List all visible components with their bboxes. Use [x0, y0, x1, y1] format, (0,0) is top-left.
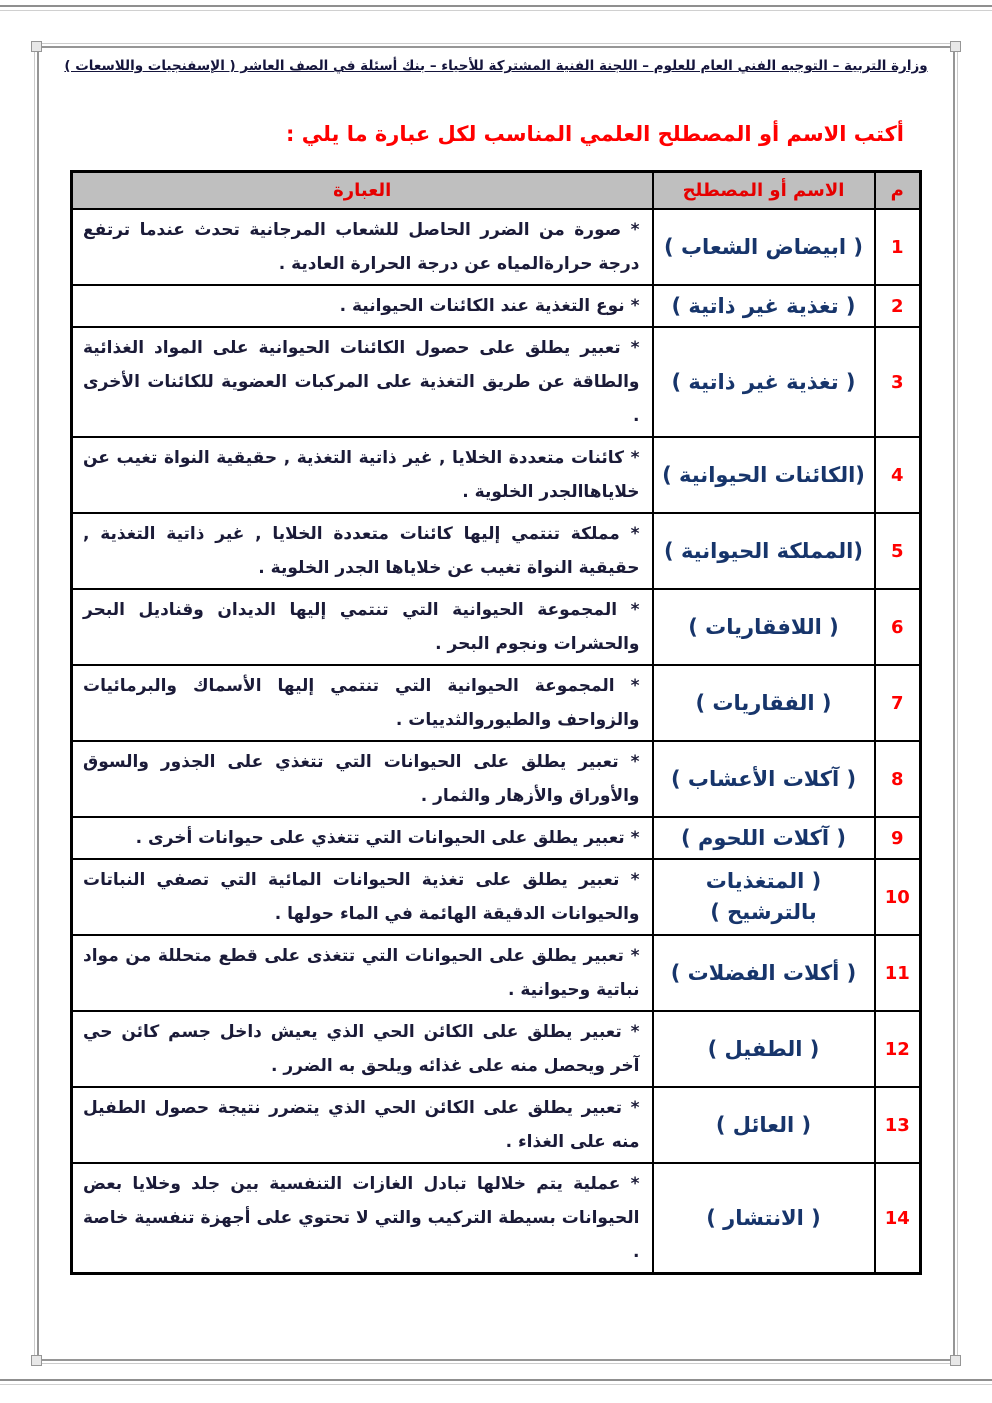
term-cell: ( الانتشار ) — [653, 1163, 875, 1274]
statement-cell: * صورة من الضرر الحاصل للشعاب المرجانية تحدث عندما ترتفع درجة حرارةالمياه عن درجة الحرارة العادية . — [72, 209, 653, 285]
number-cell: 1 — [875, 209, 921, 285]
table-row — [72, 513, 921, 589]
statement-cell: * عملية يتم خلالها تبادل الغازات التنفسية بين جلد وخلايا بعض الحيوانات بسيطة التركيب والتي لا تحتوي على أجهزة تنفسية خاصة . — [72, 1163, 653, 1274]
table-header-row — [72, 172, 921, 210]
number-cell: 13 — [875, 1087, 921, 1163]
term-cell: ( آكلات اللحوم ) — [653, 817, 875, 859]
document-header: وزارة التربية – التوجيه الفني العام للعلوم – اللجنة الفنية المشتركة للأحياء – بنك أسئلة في الصف العاشر ( الإسفنجيات واللاسعات ) — [64, 58, 928, 74]
statement-cell: * تعبير يطلق على الكائن الحي الذي يعيش داخل جسم كائن حي آخر ويحصل منه على غذائه ويلحق به الضرر . — [72, 1011, 653, 1087]
corner-ornament-bottom-left — [31, 1355, 42, 1366]
term-cell: ( الطفيل ) — [653, 1011, 875, 1087]
header-term-column: الاسم أو المصطلح — [653, 172, 875, 210]
number-cell: 10 — [875, 859, 921, 935]
page-top-ornament — [0, 5, 992, 11]
term-cell: ( المتغذيات بالترشيح ) — [653, 859, 875, 935]
statement-cell: * تعبير يطلق على الحيوانات التي تتغذي على حيوانات أخرى . — [72, 817, 653, 859]
number-cell: 4 — [875, 437, 921, 513]
statement-cell: * تعبير يطلق على الحيوانات التي تتغذى على قطع متحللة من مواد نباتية وحيوانية . — [72, 935, 653, 1011]
statement-cell: * تعبير يطلق على حصول الكائنات الحيوانية على المواد الغذائية والطاقة عن طريق التغذية على المركبات العضوية للكائنات الأخرى . — [72, 327, 653, 437]
statement-cell: * تعبير يطلق على تغذية الحيوانات المائية التي تصفي النباتات والحيوانات الدقيقة الهائمة في الماء حولها . — [72, 859, 653, 935]
table-row — [72, 589, 921, 665]
table-row — [72, 665, 921, 741]
statement-cell: * مملكة تنتمي إليها كائنات متعددة الخلايا , غير ذاتية التغذية , حقيقية النواة تغيب عن خلاياها الجدر الخلوية . — [72, 513, 653, 589]
table-row — [72, 817, 921, 859]
statement-cell: * تعبير يطلق على الحيوانات التي تتغذي على الجذور والسوق والأوراق والأزهار والثمار . — [72, 741, 653, 817]
term-cell: ( أكلات الفضلات ) — [653, 935, 875, 1011]
table-row — [72, 741, 921, 817]
term-cell: (الكائنات الحيوانية ) — [653, 437, 875, 513]
table-row — [72, 327, 921, 437]
number-cell: 14 — [875, 1163, 921, 1274]
table-row — [72, 1087, 921, 1163]
number-cell: 5 — [875, 513, 921, 589]
number-cell: 8 — [875, 741, 921, 817]
corner-ornament-top-right — [950, 41, 961, 52]
statement-cell: * المجموعة الحيوانية التي تنتمي إليها الديدان وقناديل البحر والحشرات ونجوم البحر . — [72, 589, 653, 665]
number-cell: 6 — [875, 589, 921, 665]
statement-cell: * نوع التغذية عند الكائنات الحيوانية . — [72, 285, 653, 327]
term-cell: ( ابيضاض الشعاب ) — [653, 209, 875, 285]
term-cell: (المملكة الحيوانية ) — [653, 513, 875, 589]
term-cell: ( تغذية غير ذاتية ) — [653, 285, 875, 327]
number-cell: 2 — [875, 285, 921, 327]
table-row — [72, 1163, 921, 1274]
number-cell: 12 — [875, 1011, 921, 1087]
statement-cell: * كائنات متعددة الخلايا , غير ذاتية التغذية , حقيقية النواة تغيب عن خلاياهاالجدر الخلوية . — [72, 437, 653, 513]
term-cell: ( العائل ) — [653, 1087, 875, 1163]
header-number-column: م — [875, 172, 921, 210]
page-title: أكتب الاسم أو المصطلح العلمي المناسب لكل عبارة ما يلي : — [285, 122, 904, 147]
table-row — [72, 437, 921, 513]
corner-ornament-bottom-right — [950, 1355, 961, 1366]
term-cell: ( تغذية غير ذاتية ) — [653, 327, 875, 437]
table-row — [72, 935, 921, 1011]
corner-ornament-top-left — [31, 41, 42, 52]
table-row — [72, 285, 921, 327]
page-content — [44, 56, 948, 1275]
number-cell: 3 — [875, 327, 921, 437]
statement-cell: * المجموعة الحيوانية التي تنتمي إليها الأسماك والبرمائيات والزواحف والطيوروالثدييات . — [72, 665, 653, 741]
number-cell: 7 — [875, 665, 921, 741]
term-cell: ( الفقاريات ) — [653, 665, 875, 741]
page-bottom-ornament — [0, 1379, 992, 1385]
number-cell: 11 — [875, 935, 921, 1011]
term-cell: ( اللافقاريات ) — [653, 589, 875, 665]
table-row — [72, 209, 921, 285]
header-statement-column: العبارة — [72, 172, 653, 210]
terms-table — [70, 170, 922, 1275]
term-cell: ( آكلات الأعشاب ) — [653, 741, 875, 817]
table-row — [72, 859, 921, 935]
table-row — [72, 1011, 921, 1087]
statement-cell: * تعبير يطلق على الكائن الحي الذي يتضرر نتيجة حصول الطفيل منه على الغذاء . — [72, 1087, 653, 1163]
number-cell: 9 — [875, 817, 921, 859]
